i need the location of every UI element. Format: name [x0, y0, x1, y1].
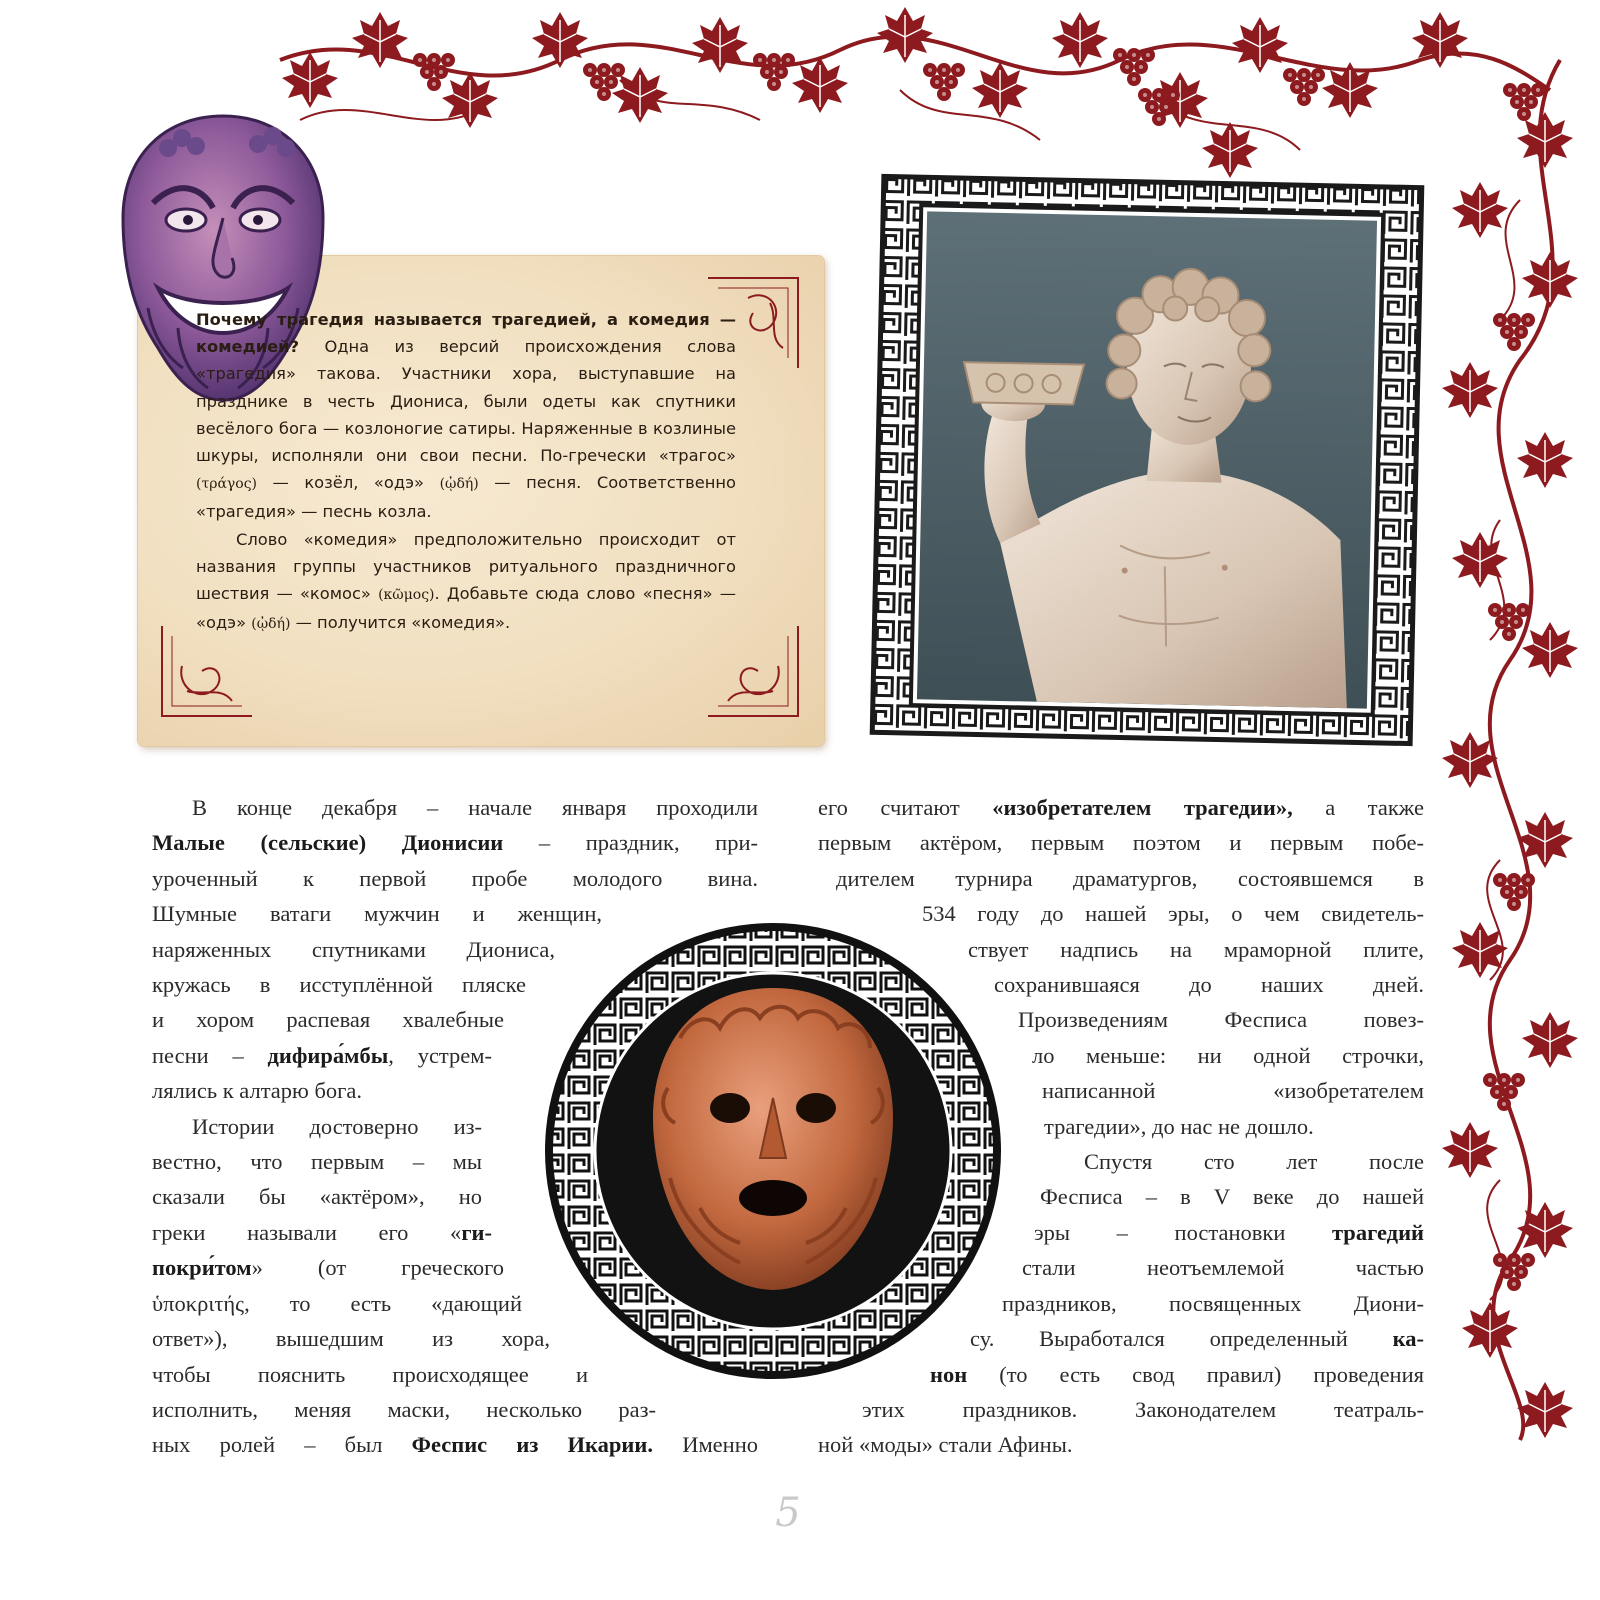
body-line: В конце декабря – начале января проходили	[192, 795, 758, 820]
card-text	[196, 306, 736, 638]
body-text: (то есть свод правил) проведения	[967, 1361, 1424, 1387]
term-small-dionysia: Малые (сельские) Дионисии	[152, 830, 504, 856]
body-line: сказали бы «актёром», но	[152, 1184, 482, 1210]
body-line: кружась в исступлённой пляске	[152, 972, 526, 998]
body-text: » (от греческого	[251, 1255, 504, 1281]
term-dithyrambs: дифира́мбы	[267, 1042, 389, 1068]
body-line: Шумные ватаги мужчин и женщин,	[152, 901, 602, 927]
body-line: чтобы пояснить происходящее и	[152, 1361, 588, 1387]
body-line	[152, 1215, 492, 1250]
term-inventor-of-tragedy: «изобретателем трагедии»,	[992, 795, 1293, 820]
body-text: Именно	[653, 1432, 758, 1458]
body-line: ответ»), вышедшим из хора,	[152, 1326, 550, 1352]
body-line: лялись к алтарю бога.	[152, 1078, 363, 1104]
body-line: сохранившаяся до наших дней.	[994, 972, 1424, 998]
card-paragraph-1-a: Одна из версий происхождения слова «трагедия» такова. Участники хора, выступавшие на празднике в честь Диониса, были одеты как спутники весёлого бога — козлоногие сатиры. Наряженные в козлиные шкуры, исполняли они свои песни. По-гречески «трагос»	[196, 337, 736, 466]
body-line: исполнить, меняя маски, несколько раз-	[152, 1396, 656, 1422]
body-text: су. Выработался определенный	[970, 1326, 1393, 1352]
terracotta-mask-medallion	[540, 918, 1006, 1384]
body-line: первым актёром, первым поэтом и первым побе-	[818, 830, 1424, 856]
body-line: Произведениям Фесписа повез-	[1018, 1007, 1424, 1033]
card-paragraph-2-b: . Добавьте сюда слово «песня» — «одэ»	[196, 584, 736, 633]
term-hypocrite-a: ги-	[461, 1219, 492, 1245]
body-line: написанной «изобретателем	[1042, 1078, 1424, 1104]
term-tragedies: трагедий	[1331, 1219, 1424, 1245]
body-line: стали неотъемлемой частью	[1022, 1255, 1424, 1281]
body-line: трагедии», до нас не дошло.	[1044, 1113, 1314, 1139]
body-text: песни –	[152, 1042, 268, 1068]
greek-ode-2: (ᾠδή)	[251, 616, 291, 633]
body-line	[152, 1427, 758, 1462]
body-line: праздников, посвященных Диони-	[1002, 1290, 1424, 1316]
body-text: эры – постановки	[1034, 1219, 1332, 1245]
body-line: Фесписа – в V веке до нашей	[1040, 1184, 1424, 1210]
card-paragraph-1-b: — козёл, «одэ»	[257, 473, 425, 493]
body-line: Истории достоверно из-	[192, 1113, 482, 1139]
body-line: ной «моды» стали Афины.	[818, 1432, 1073, 1458]
dionysus-statue-photo	[917, 211, 1377, 708]
body-line: дителем турнира драматургов, состоявшемся в	[836, 865, 1424, 891]
body-line: ствует надпись на мраморной плите,	[968, 936, 1424, 962]
greek-tragos: (τράγος)	[196, 476, 257, 493]
body-line	[1034, 1215, 1424, 1250]
term-thespis: Феспис из Икарии.	[411, 1432, 653, 1458]
body-text: а также	[1292, 795, 1424, 820]
term-canon-a: ка-	[1392, 1326, 1424, 1352]
term-canon-b: нон	[930, 1361, 968, 1387]
body-text: , устрем-	[388, 1042, 492, 1068]
statue-photo-frame	[866, 170, 1428, 749]
body-line: ὑποκριτής, то есть «дающий	[152, 1290, 522, 1316]
body-line	[970, 1321, 1424, 1356]
body-line: Спустя сто лет после	[1084, 1149, 1424, 1175]
body-text: греки называли его «	[152, 1219, 462, 1245]
body-line	[152, 1250, 504, 1285]
card-paragraph-2-a: Слово «комедия» предположительно происходит от названия группы участников ритуального праздничного шествия — «комос»	[196, 529, 736, 604]
greek-ode: (ᾠδή)	[439, 476, 479, 493]
body-line: вестно, что первым – мы	[152, 1149, 482, 1175]
body-line: и хором распевая хвалебные	[152, 1007, 504, 1033]
body-text: – праздник, при-	[503, 830, 758, 856]
body-line	[152, 1038, 492, 1073]
greek-komos: (κῶμος)	[378, 587, 435, 604]
body-line: ло меньше: ни одной строчки,	[1032, 1042, 1424, 1068]
card-paragraph-2-c: — получится «комедия».	[290, 613, 511, 633]
body-text: его считают	[818, 795, 993, 820]
card-paragraph-1-c: — песня. Соответственно «трагедия» — песнь козла.	[196, 473, 736, 522]
body-line: этих праздников. Законодателем театраль-	[862, 1396, 1424, 1422]
body-line	[152, 825, 758, 860]
body-text: ных ролей – был	[152, 1432, 412, 1458]
term-hypocrite-b: покри́том	[152, 1255, 252, 1281]
body-line: наряженных спутниками Диониса,	[152, 936, 555, 962]
body-line: уроченный к первой пробе молодого вина.	[152, 865, 758, 891]
body-line	[818, 790, 1424, 825]
body-line: 534 году до нашей эры, о чем свидетель-	[922, 901, 1424, 927]
card-question: Почему трагедия называется трагедией, а комедия — комедией?	[196, 310, 736, 357]
page-number: 5	[775, 1490, 801, 1536]
